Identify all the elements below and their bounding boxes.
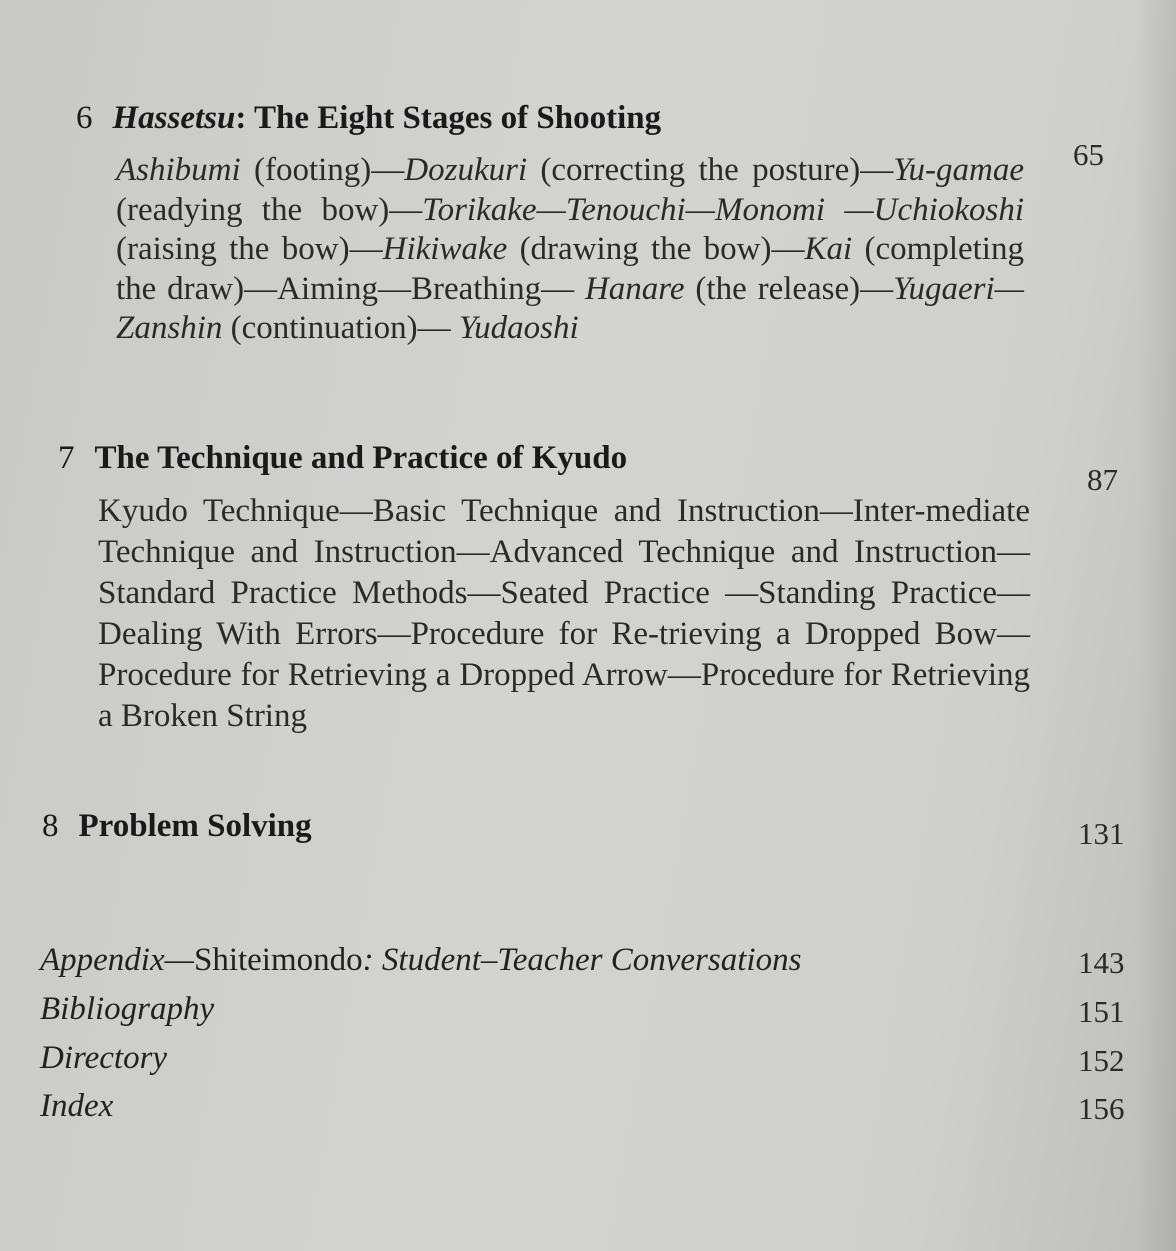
stage-gloss: (raising the bow)—	[116, 231, 383, 267]
chapter-7-summary: Kyudo Technique—Basic Technique and Instruction—Inter-mediate Technique and Instruction—Advanced Technique and Instruction—Standard Practice Methods—Seated Practice —Standing Practice—Dealing With Errors—Procedure for Re-trieving a Dropped Bow—Procedure for Retrieving a Dropped Arrow—Procedure for Retrieving a Broken String	[98, 493, 1030, 734]
chapter-7-heading	[58, 440, 1030, 477]
entry-text: Index	[40, 1088, 114, 1124]
chapter-6-summary	[116, 151, 1024, 349]
page-shadow	[1136, 0, 1176, 1251]
stage-term: Dozukuri	[404, 152, 528, 188]
stage-term: Yugaeri—Zanshin	[116, 270, 1024, 346]
stage-gloss: (footing)—	[240, 152, 405, 188]
stage-term: Yu-gamae	[893, 152, 1024, 188]
chapter-8-page-number: 131	[1078, 816, 1125, 851]
stage-term: Kai	[804, 231, 853, 267]
entry-text: Directory	[40, 1040, 168, 1076]
entry-text: Appendix—	[40, 942, 194, 978]
chapter-8-heading	[42, 808, 742, 845]
stage-term: Yudaoshi	[458, 310, 579, 346]
entry-text: Shiteimondo	[193, 942, 363, 978]
chapter-title: : The Eight Stages of Shooting	[235, 100, 662, 136]
entry-text: : Student–Teacher Conversations	[362, 942, 802, 978]
stage-gloss: (completing the draw)—Aiming—Breathing—	[116, 231, 1024, 307]
chapter-number: 6	[76, 100, 93, 136]
stage-term: Ashibumi	[116, 152, 241, 188]
chapter-6-heading	[76, 100, 1024, 137]
index-page-number: 156	[1078, 1091, 1125, 1126]
chapter-title: Problem Solving	[78, 808, 312, 844]
index-entry	[40, 1088, 113, 1125]
stage-gloss: (continuation)—	[222, 310, 459, 346]
appendix-page-number: 143	[1078, 945, 1125, 980]
directory-page-number: 152	[1078, 1043, 1125, 1078]
directory-entry	[40, 1040, 167, 1077]
chapter-7	[58, 440, 1030, 737]
chapter-number: 7	[58, 440, 75, 476]
bibliography-page-number: 151	[1078, 994, 1125, 1029]
stage-gloss: (the release)—	[684, 270, 894, 307]
stage-term: Hikiwake	[382, 231, 508, 267]
chapter-7-page-number: 87	[1087, 462, 1118, 497]
appendix-entry	[40, 942, 801, 979]
chapter-title-italic: Hassetsu	[112, 100, 236, 136]
bibliography-entry	[40, 991, 214, 1028]
chapter-8	[42, 808, 742, 845]
entry-text: Bibliography	[40, 991, 215, 1027]
stage-gloss: (correcting the posture)—	[527, 152, 894, 188]
chapter-6-page-number: 65	[1073, 137, 1104, 172]
stage-gloss: (drawing the bow)—	[507, 231, 805, 267]
stage-term: Hanare	[584, 270, 685, 307]
chapter-6	[76, 100, 1024, 349]
stage-gloss: (readying the bow)—	[116, 191, 423, 228]
chapter-number: 8	[42, 808, 59, 844]
chapter-title: The Technique and Practice of Kyudo	[94, 440, 628, 476]
stage-term: Torikake—Tenouchi—Monomi —Uchiokoshi	[422, 191, 1024, 228]
